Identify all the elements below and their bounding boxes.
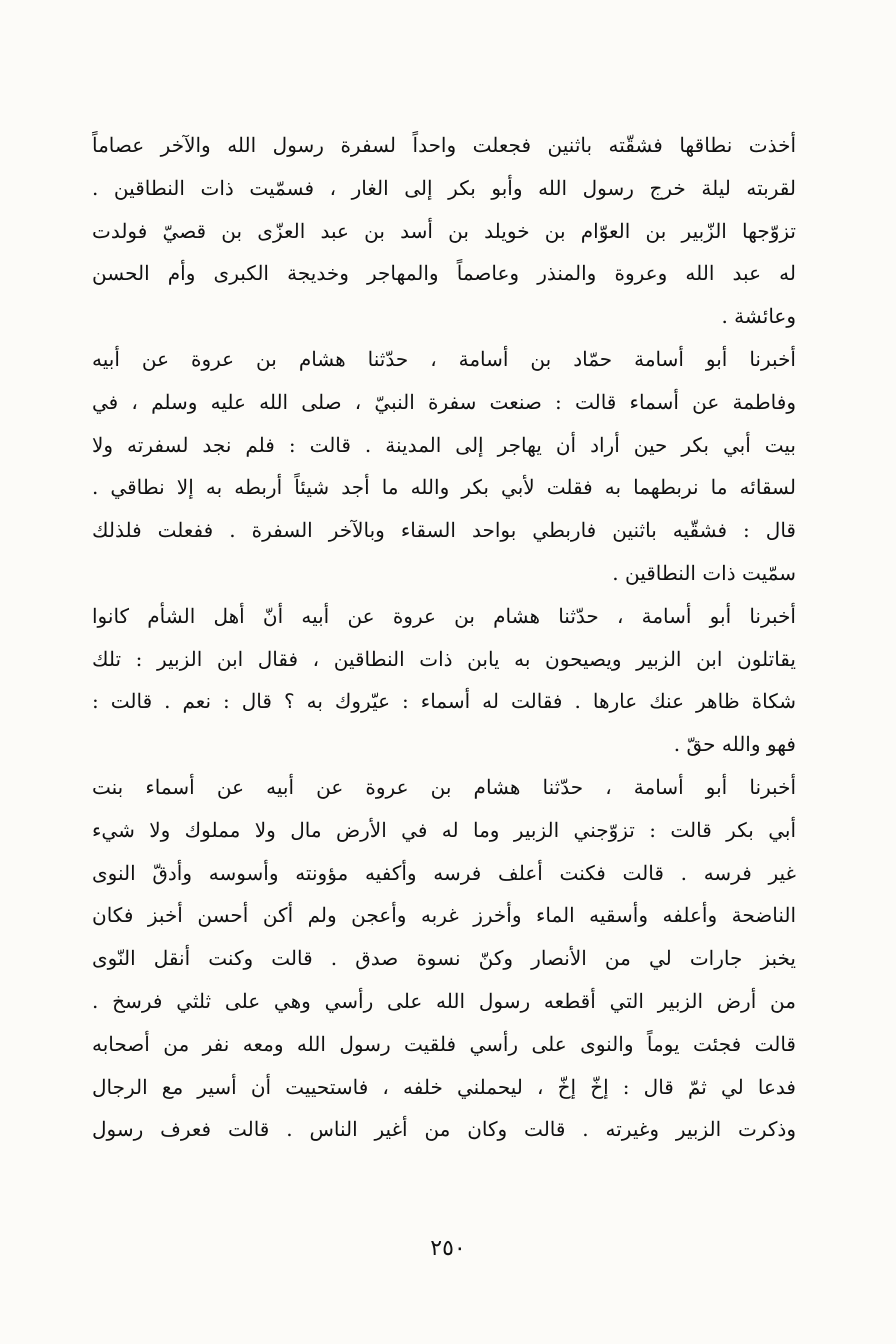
text-line: له عبد الله وعروة والمنذر وعاصماً والمهاجر وخديجة الكبرى وأم الحسن	[92, 261, 796, 286]
text-line: قال : فشقّيه باثنين فاربطي بواحد السقاء وبالآخر السفرة . ففعلت فلذلك	[92, 518, 796, 543]
text-line: أخبرنا أبو أسامة ، حدّثنا هشام بن عروة عن أبيه أنّ أهل الشأم كانوا	[92, 603, 796, 628]
text-line: من أرض الزبير التي أقطعه رسول الله على رأسي وهي على ثلثي فرسخ .	[92, 988, 796, 1013]
text-line: لسقائه ما نربطهما به فقلت لأبي بكر والله ما أجد شيئاً أربطه به إلا نطاقي .	[92, 475, 796, 500]
text-line: غير فرسه . قالت فكنت أعلف فرسه وأكفيه مؤونته وأسوسه وأدقّ النوى	[92, 860, 796, 885]
text-line: يخبز جارات لي من الأنصار وكنّ نسوة صدق . قالت وكنت أنقل النّوى	[92, 946, 796, 971]
text-line: قالت فجئت يوماً والنوى على رأسي فلقيت رسول الله ومعه نفر من أصحابه	[92, 1031, 796, 1056]
text-line: أبي بكر قالت : تزوّجني الزبير وما له في الأرض مال ولا مملوك ولا شيء	[92, 817, 796, 842]
text-line: أخبرنا أبو أسامة ، حدّثنا هشام بن عروة عن أبيه عن أسماء بنت	[92, 774, 796, 799]
page-number: ٢٥٠	[430, 1236, 466, 1261]
text-line: يقاتلون ابن الزبير ويصيحون به يابن ذات النطاقين ، فقال ابن الزبير : تلك	[92, 646, 796, 671]
text-line: الناضحة وأعلفه وأسقيه الماء وأخرز غربه وأعجن ولم أكن أحسن أخبز فكان	[92, 903, 796, 928]
text-line: أخذت نطاقها فشقّته باثنين فجعلت واحداً لسفرة رسول الله والآخر عصاماً	[92, 133, 796, 157]
text-line: لقربته ليلة خرج رسول الله وأبو بكر إلى الغار ، فسمّيت ذات النطاقين .	[92, 175, 796, 200]
text-line: وذكرت الزبير وغيرته . قالت وكان من أغير الناس . قالت فعرف رسول	[92, 1117, 796, 1142]
text-line: وفاطمة عن أسماء قالت : صنعت سفرة النبيّ ، صلى الله عليه وسلم ، في	[92, 389, 796, 414]
text-line: تزوّجها الزّبير بن العوّام بن خويلد بن أسد بن عبد العزّى بن قصيّ فولدت	[92, 218, 796, 243]
text-line: شكاة ظاهر عنك عارها . فقالت له أسماء : عيّروك به ؟ قال : نعم . قالت :	[92, 689, 796, 714]
text-line: وعائشة .	[721, 304, 796, 329]
text-line: فهو والله حقّ .	[673, 732, 796, 757]
text-line: بيت أبي بكر حين أراد أن يهاجر إلى المدينة . قالت : فلم نجد لسفرته ولا	[92, 432, 796, 457]
text-line: أخبرنا أبو أسامة حمّاد بن أسامة ، حدّثنا هشام بن عروة عن أبيه	[92, 346, 796, 371]
text-line: فدعا لي ثمّ قال : إخّ إخّ ، ليحملني خلفه ، فاستحييت أن أسير مع الرجال	[92, 1074, 796, 1099]
body-text	[92, 124, 796, 1151]
text-line: سمّيت ذات النطاقين .	[612, 560, 796, 585]
